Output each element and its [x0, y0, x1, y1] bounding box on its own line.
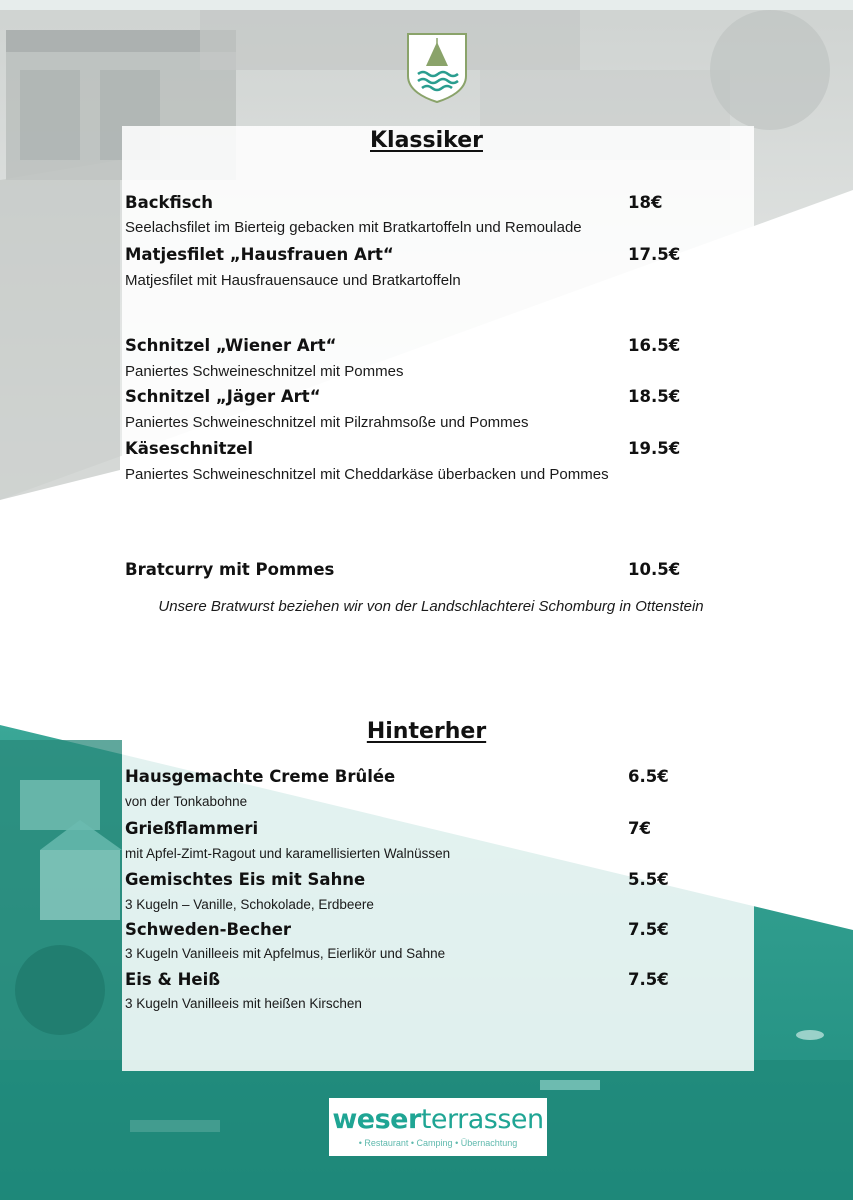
menu-item-price: 7.5€	[628, 920, 669, 939]
menu-item-description: Paniertes Schweineschnitzel mit Pilzrahmsoße und Pommes	[125, 414, 529, 431]
menu-item-name: Matjesfilet „Hausfrauen Art“	[125, 245, 394, 264]
menu-item-price: 19.5€	[628, 439, 681, 458]
menu-item-description: Paniertes Schweineschnitzel mit Pommes	[125, 363, 404, 380]
menu-item-description: Paniertes Schweineschnitzel mit Cheddarkäse überbacken und Pommes	[125, 466, 609, 483]
menu-item-name: Bratcurry mit Pommes	[125, 560, 335, 579]
menu-item-price: 18€	[628, 193, 663, 212]
menu-item-description: Matjesfilet mit Hausfrauensauce und Bratkartoffeln	[125, 272, 461, 289]
tent-waves-crest-icon	[406, 32, 468, 104]
menu-item-name: Backfisch	[125, 193, 214, 212]
brand-tagline: • Restaurant • Camping • Übernachtung	[358, 1138, 518, 1148]
menu-item-price: 17.5€	[628, 245, 681, 264]
menu-item-name: Gemischtes Eis mit Sahne	[125, 870, 366, 889]
menu-item-price: 16.5€	[628, 336, 681, 355]
section-title-klassiker: Klassiker	[370, 128, 483, 153]
menu-item-name: Grießflammeri	[125, 819, 259, 838]
section-title-hinterher: Hinterher	[366, 719, 487, 744]
menu-item-price: 7.5€	[628, 970, 669, 989]
menu-item-description: mit Apfel-Zimt-Ragout und karamellisierten Walnüssen	[125, 846, 451, 861]
menu-item-name: Schnitzel „Jäger Art“	[125, 387, 321, 406]
supplier-note: Unsere Bratwurst beziehen wir von der Landschlachterei Schomburg in Ottenstein	[158, 598, 704, 615]
menu-item-description: 3 Kugeln Vanilleeis mit Apfelmus, Eierlikör und Sahne	[125, 946, 446, 961]
brand-wordmark	[329, 1104, 547, 1135]
menu-item-name: Hausgemachte Creme Brûlée	[125, 767, 396, 786]
menu-item-description: 3 Kugeln – Vanille, Schokolade, Erdbeere	[125, 897, 374, 912]
menu-item-name: Schnitzel „Wiener Art“	[125, 336, 337, 355]
menu-item-price: 5.5€	[628, 870, 669, 889]
menu-item-description: 3 Kugeln Vanilleeis mit heißen Kirschen	[125, 996, 362, 1011]
menu-item-price: 18.5€	[628, 387, 681, 406]
menu-item-description: von der Tonkabohne	[125, 794, 248, 809]
brand-word-terrassen: terrassen	[420, 1104, 544, 1135]
menu-item-description: Seelachsfilet im Bierteig gebacken mit Bratkartoffeln und Remoulade	[125, 219, 582, 236]
menu-item-price: 7€	[628, 819, 651, 838]
menu-item-price: 10.5€	[628, 560, 681, 579]
brand-logo	[329, 1098, 547, 1156]
menu-item-name: Eis & Heiß	[125, 970, 221, 989]
menu-item-name: Käseschnitzel	[125, 439, 254, 458]
brand-word-weser: weser	[332, 1104, 421, 1135]
menu-item-name: Schweden-Becher	[125, 920, 292, 939]
menu-item-price: 6.5€	[628, 767, 669, 786]
